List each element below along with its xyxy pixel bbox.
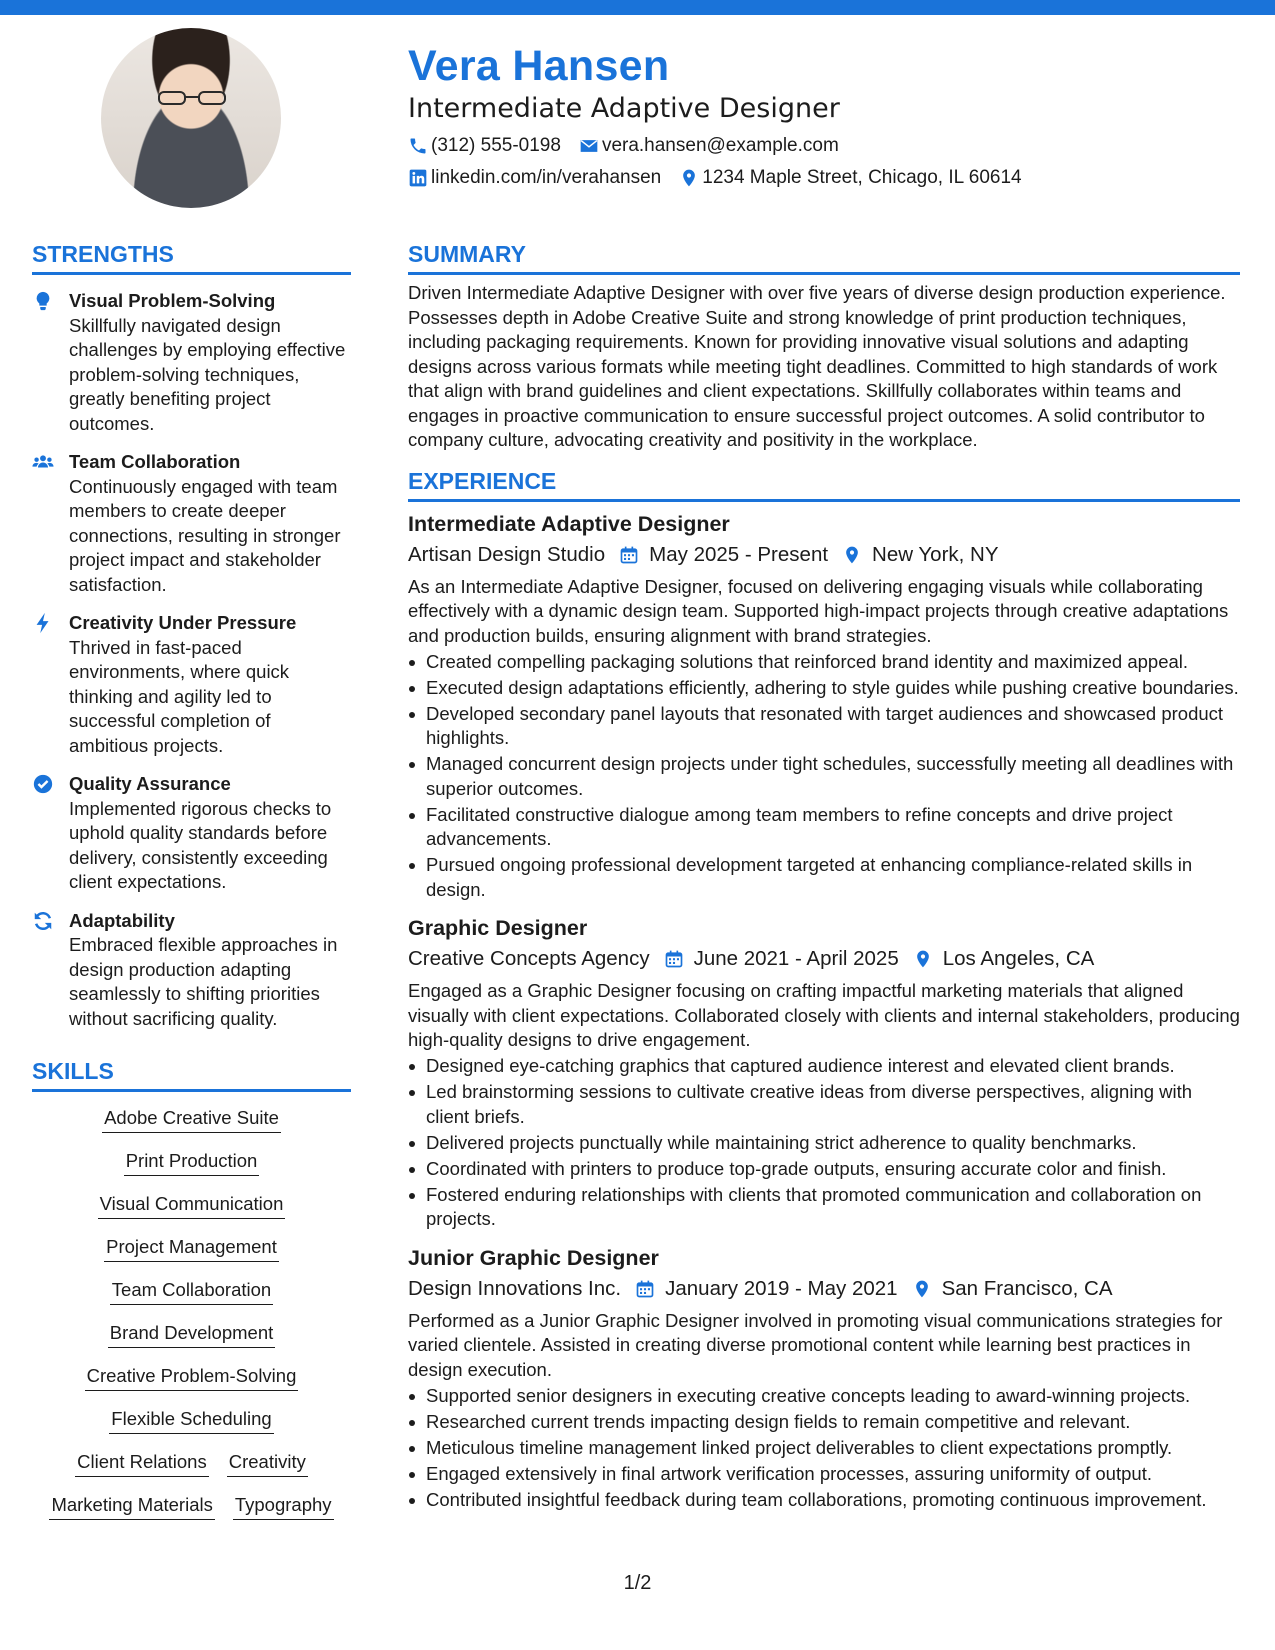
- job-bullets: [408, 1384, 1240, 1513]
- phone-icon: [408, 136, 428, 156]
- job-dates-text: June 2021 - April 2025: [693, 947, 899, 970]
- strength-title: Adaptability: [69, 909, 175, 931]
- contact-address: [679, 166, 1021, 190]
- job-bullet: Supported senior designers in executing creative concepts leading to award-winning projects.: [408, 1384, 1240, 1409]
- job-dates: [619, 541, 828, 569]
- strength-desc: Thrived in fast-paced environments, where quick thinking and agility led to successful completion of ambitious projects.: [69, 636, 290, 756]
- job-bullets: [408, 1054, 1240, 1232]
- map-pin-icon: [912, 1279, 932, 1299]
- skill-tag: Client Relations: [75, 1450, 209, 1477]
- skills-divider: [32, 1089, 351, 1092]
- calendar-icon: [635, 1279, 655, 1299]
- strength-item: [32, 611, 351, 758]
- check-circle-icon: [32, 773, 54, 795]
- address-text: 1234 Maple Street, Chicago, IL 60614: [702, 167, 1022, 188]
- users-icon: [32, 451, 54, 473]
- lightbulb-icon: [32, 290, 54, 312]
- summary-heading: SUMMARY: [408, 241, 526, 267]
- job-bullet: Meticulous timeline management linked project deliverables to client expectations promptly.: [408, 1436, 1240, 1461]
- job-bullet: Created compelling packaging solutions that reinforced brand identity and maximized appeal.: [408, 650, 1240, 675]
- skill-tag: Project Management: [104, 1235, 279, 1262]
- linkedin-text: linkedin.com/in/verahansen: [431, 167, 662, 188]
- skill-tag: Team Collaboration: [110, 1278, 273, 1305]
- job-meta: [408, 541, 1240, 569]
- skill-tag: Flexible Scheduling: [109, 1407, 273, 1434]
- email-text: vera.hansen@example.com: [601, 135, 839, 156]
- job-description: Performed as a Junior Graphic Designer involved in promoting visual communications strategies for varied clientele. Assisted in creating diverse promotional content while learning best practices in design execution.: [408, 1309, 1223, 1380]
- job-entry: [408, 914, 1240, 1232]
- strength-item: [32, 772, 351, 895]
- map-pin-icon: [913, 949, 933, 969]
- job-dates: [664, 945, 899, 973]
- job-bullet: Coordinated with printers to produce top-grade outputs, ensuring accurate color and finish.: [408, 1157, 1240, 1182]
- strength-title: Creativity Under Pressure: [69, 612, 297, 633]
- job-bullet: Fostered enduring relationships with clients that promoted communication and collaboration on projects.: [408, 1183, 1240, 1232]
- skill-tag: Typography: [233, 1493, 334, 1520]
- glasses-detail: [157, 90, 227, 106]
- bolt-icon: [32, 612, 54, 634]
- job-bullet: Contributed insightful feedback during team collaborations, promoting continuous improvement.: [408, 1488, 1240, 1513]
- job-company: Creative Concepts Agency: [408, 947, 650, 970]
- strength-desc: Continuously engaged with team members to create deeper connections, resulting in stronger project impact and stakeholder satisfaction.: [69, 475, 341, 595]
- job-location: [842, 541, 998, 569]
- candidate-title: Intermediate Adaptive Designer: [408, 93, 840, 124]
- job-entry: [408, 510, 1240, 903]
- job-title: Graphic Designer: [408, 916, 588, 940]
- job-location: [912, 1275, 1113, 1303]
- job-location: [913, 945, 1095, 973]
- strength-title: Quality Assurance: [69, 773, 231, 794]
- job-entry: [408, 1244, 1240, 1513]
- skill-tag: Adobe Creative Suite: [102, 1106, 281, 1133]
- job-bullet: Led brainstorming sessions to cultivate creative ideas from diverse perspectives, aligning with client briefs.: [408, 1080, 1240, 1129]
- job-dates: [635, 1275, 897, 1303]
- job-meta: [408, 1275, 1240, 1303]
- skill-tag: Visual Communication: [98, 1192, 286, 1219]
- skill-tag: Creative Problem-Solving: [85, 1364, 299, 1391]
- skills-heading: SKILLS: [32, 1058, 114, 1084]
- strengths-heading: STRENGTHS: [32, 241, 174, 267]
- profile-photo: [101, 28, 281, 208]
- contact-linkedin[interactable]: [408, 166, 661, 190]
- left-column: [32, 240, 351, 1536]
- job-meta: [408, 945, 1240, 973]
- job-company: Artisan Design Studio: [408, 542, 606, 566]
- contact-phone[interactable]: [408, 134, 561, 158]
- strength-desc: Skillfully navigated design challenges by employing effective problem-solving techniques, greatly benefiting project outcomes.: [69, 314, 346, 434]
- job-company: Design Innovations Inc.: [408, 1276, 622, 1300]
- job-bullet: Developed secondary panel layouts that resonated with target audiences and showcased product highlights.: [408, 702, 1240, 751]
- resume-header: [408, 40, 1248, 190]
- skill-tag: Creativity: [227, 1450, 308, 1477]
- job-bullet: Researched current trends impacting design fields to remain competitive and relevant.: [408, 1410, 1240, 1435]
- linkedin-icon: [408, 168, 428, 188]
- job-dates-text: May 2025 - Present: [649, 542, 829, 566]
- skill-tag: Brand Development: [108, 1321, 276, 1348]
- strength-desc: Implemented rigorous checks to uphold quality standards before delivery, consistently exceeding client expectations.: [69, 797, 332, 892]
- contact-email[interactable]: [579, 134, 839, 158]
- contact-row-1: [408, 134, 1248, 158]
- job-bullet: Delivered projects punctually while maintaining strict adherence to quality benchmarks.: [408, 1131, 1240, 1156]
- job-location-text: New York, NY: [872, 542, 999, 566]
- strengths-divider: [32, 272, 351, 275]
- candidate-name: Vera Hansen: [408, 42, 670, 90]
- map-pin-icon: [679, 168, 699, 188]
- strength-item: [32, 450, 351, 597]
- calendar-icon: [619, 545, 639, 565]
- job-bullet: Executed design adaptations efficiently, adhering to style guides while pushing creative boundaries.: [408, 676, 1240, 701]
- right-column: [408, 240, 1240, 1512]
- summary-text: Driven Intermediate Adaptive Designer with over five years of diverse design production experience. Possesses depth in Adobe Creative Suite and strong knowledge of print production techniques, including packaging requirements. Known for providing innovative visual solutions and adapting designs across various formats while meeting tight deadlines. Committed to high standards of work that align with brand guidelines and client expectations. Skillfully collaborates within teams and engages in proactive communication to ensure successful project outcomes. A solid contributor to company culture, advocating creativity and positivity in the workplace.: [408, 282, 1226, 450]
- job-description: Engaged as a Graphic Designer focusing on crafting impactful marketing materials that aligned visually with client expectations. Collaborated closely with clients and internal stakeholders, producing high-quality designs to drive engagement.: [408, 980, 1240, 1050]
- strength-title: Visual Problem-Solving: [69, 290, 276, 311]
- contact-row-2: [408, 166, 1248, 190]
- calendar-icon: [664, 949, 684, 969]
- page-number: 1/2: [623, 1572, 652, 1594]
- experience-divider: [408, 499, 1240, 502]
- top-accent-bar: [0, 0, 1275, 15]
- job-title: Junior Graphic Designer: [408, 1245, 659, 1270]
- job-bullet: Managed concurrent design projects under tight schedules, successfully meeting all deadlines with superior outcomes.: [408, 752, 1240, 801]
- job-bullet: Designed eye-catching graphics that captured audience interest and elevated client brands.: [408, 1054, 1240, 1079]
- envelope-icon: [579, 136, 599, 156]
- job-title: Intermediate Adaptive Designer: [408, 511, 730, 536]
- sync-icon: [32, 910, 54, 932]
- skill-tag: Print Production: [124, 1149, 260, 1176]
- job-location-text: San Francisco, CA: [941, 1276, 1113, 1300]
- job-bullets: [408, 650, 1240, 903]
- strength-title: Team Collaboration: [69, 451, 241, 472]
- job-bullet: Facilitated constructive dialogue among team members to refine concepts and drive project advancements.: [408, 803, 1240, 852]
- job-bullet: Engaged extensively in final artwork verification processes, assuring uniformity of output.: [408, 1462, 1240, 1487]
- map-pin-icon: [842, 545, 862, 565]
- experience-heading: EXPERIENCE: [408, 467, 557, 494]
- phone-text: (312) 555-0198: [431, 135, 561, 156]
- summary-divider: [408, 272, 1240, 275]
- job-dates-text: January 2019 - May 2021: [665, 1276, 898, 1300]
- strength-item: [32, 289, 351, 436]
- skill-tag: Marketing Materials: [49, 1493, 214, 1520]
- job-location-text: Los Angeles, CA: [942, 947, 1095, 970]
- strength-item: [32, 909, 351, 1032]
- job-description: As an Intermediate Adaptive Designer, focused on delivering engaging visuals while collaborating effectively with a dynamic design team. Supported high-impact projects through creative adaptations and production builds, ensuring alignment with brand strategies.: [408, 575, 1229, 646]
- job-bullet: Pursued ongoing professional development targeted at enhancing compliance-related skills in design.: [408, 853, 1240, 902]
- strength-desc: Embraced flexible approaches in design production adapting seamlessly to shifting priorities without sacrificing quality.: [69, 934, 338, 1029]
- skills-list: [32, 1106, 351, 1520]
